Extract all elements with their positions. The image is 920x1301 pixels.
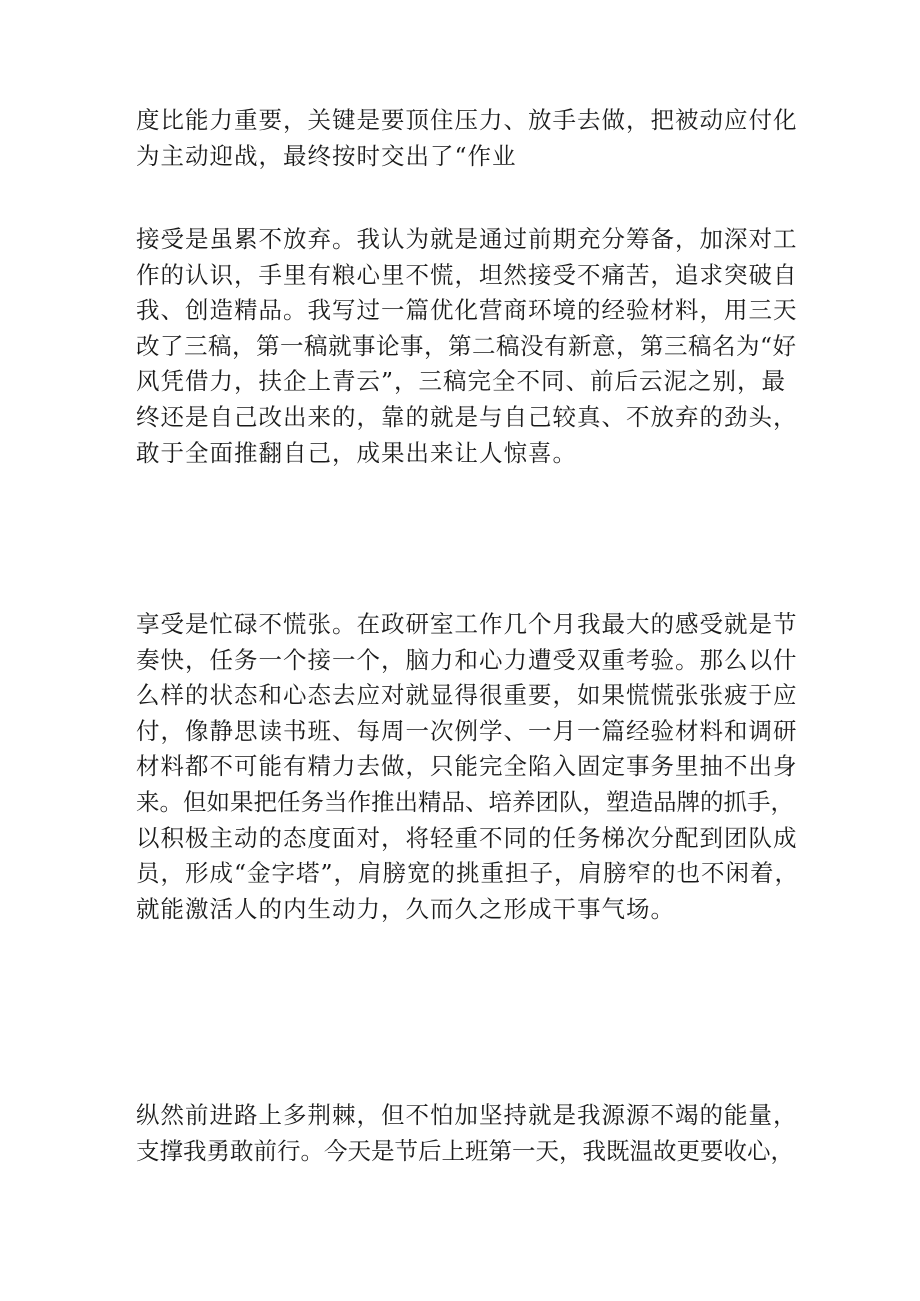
text-line: 奏快，任务一个接一个，脑力和心力遭受双重考验。那么以什 bbox=[136, 645, 798, 674]
text-line: 就能激活人的内生动力，久而久之形成干事气场。 bbox=[136, 894, 675, 923]
text-line: 么样的状态和心态去应对就显得很重要，如果慌慌张张疲于应 bbox=[136, 681, 798, 710]
text-line: 付，像静思读书班、每周一次例学、一月一篇经验材料和调研 bbox=[136, 716, 798, 745]
text-line: 纵然前进路上多荆棘，但不怕加坚持就是我源源不竭的能量， bbox=[136, 1101, 798, 1129]
paragraph-2 bbox=[136, 222, 800, 471]
paragraph-1 bbox=[136, 103, 800, 174]
text-line: 度比能力重要，关键是要顶住压力、放手去做，把被动应付化 bbox=[136, 106, 798, 134]
text-line: 改了三稿，第一稿就事论事，第二稿没有新意，第三稿名为“好 bbox=[136, 331, 797, 360]
text-line: 我、创造精品。我写过一篇优化营商环境的经验材料，用三天 bbox=[136, 296, 798, 325]
text-line: 终还是自己改出来的，靠的就是与自己较真、不放弃的劲头， bbox=[136, 402, 798, 431]
text-line: 作的认识，手里有粮心里不慌，坦然接受不痛苦，追求突破自 bbox=[136, 260, 798, 289]
paragraph-4 bbox=[136, 1098, 800, 1169]
paragraph-3 bbox=[136, 607, 800, 927]
text-line: 来。但如果把任务当作推出精品、培养团队，塑造品牌的抓手， bbox=[136, 787, 794, 816]
text-line: 员，形成“金字塔”，肩膀宽的挑重担子，肩膀窄的也不闲着， bbox=[136, 859, 800, 888]
text-line: 敢于全面推翻自己，成果出来让人惊喜。 bbox=[136, 438, 577, 467]
text-line: 为主动迎战，最终按时交出了“作业 bbox=[136, 141, 517, 170]
text-line: 享受是忙碌不慌张。在政研室工作几个月我最大的感受就是节 bbox=[136, 610, 798, 638]
text-line: 接受是虽累不放弃。我认为就是通过前期充分筹备，加深对工 bbox=[136, 225, 798, 253]
text-line: 材料都不可能有精力去做，只能完全陷入固定事务里抽不出身 bbox=[136, 752, 798, 781]
text-line: 支撑我勇敢前行。今天是节后上班第一天，我既温故更要收心， bbox=[136, 1136, 794, 1165]
text-line: 风凭借力，扶企上青云”，三稿完全不同、前后云泥之别，最 bbox=[136, 367, 787, 396]
text-line: 以积极主动的态度面对，将轻重不同的任务梯次分配到团队成 bbox=[136, 823, 798, 852]
